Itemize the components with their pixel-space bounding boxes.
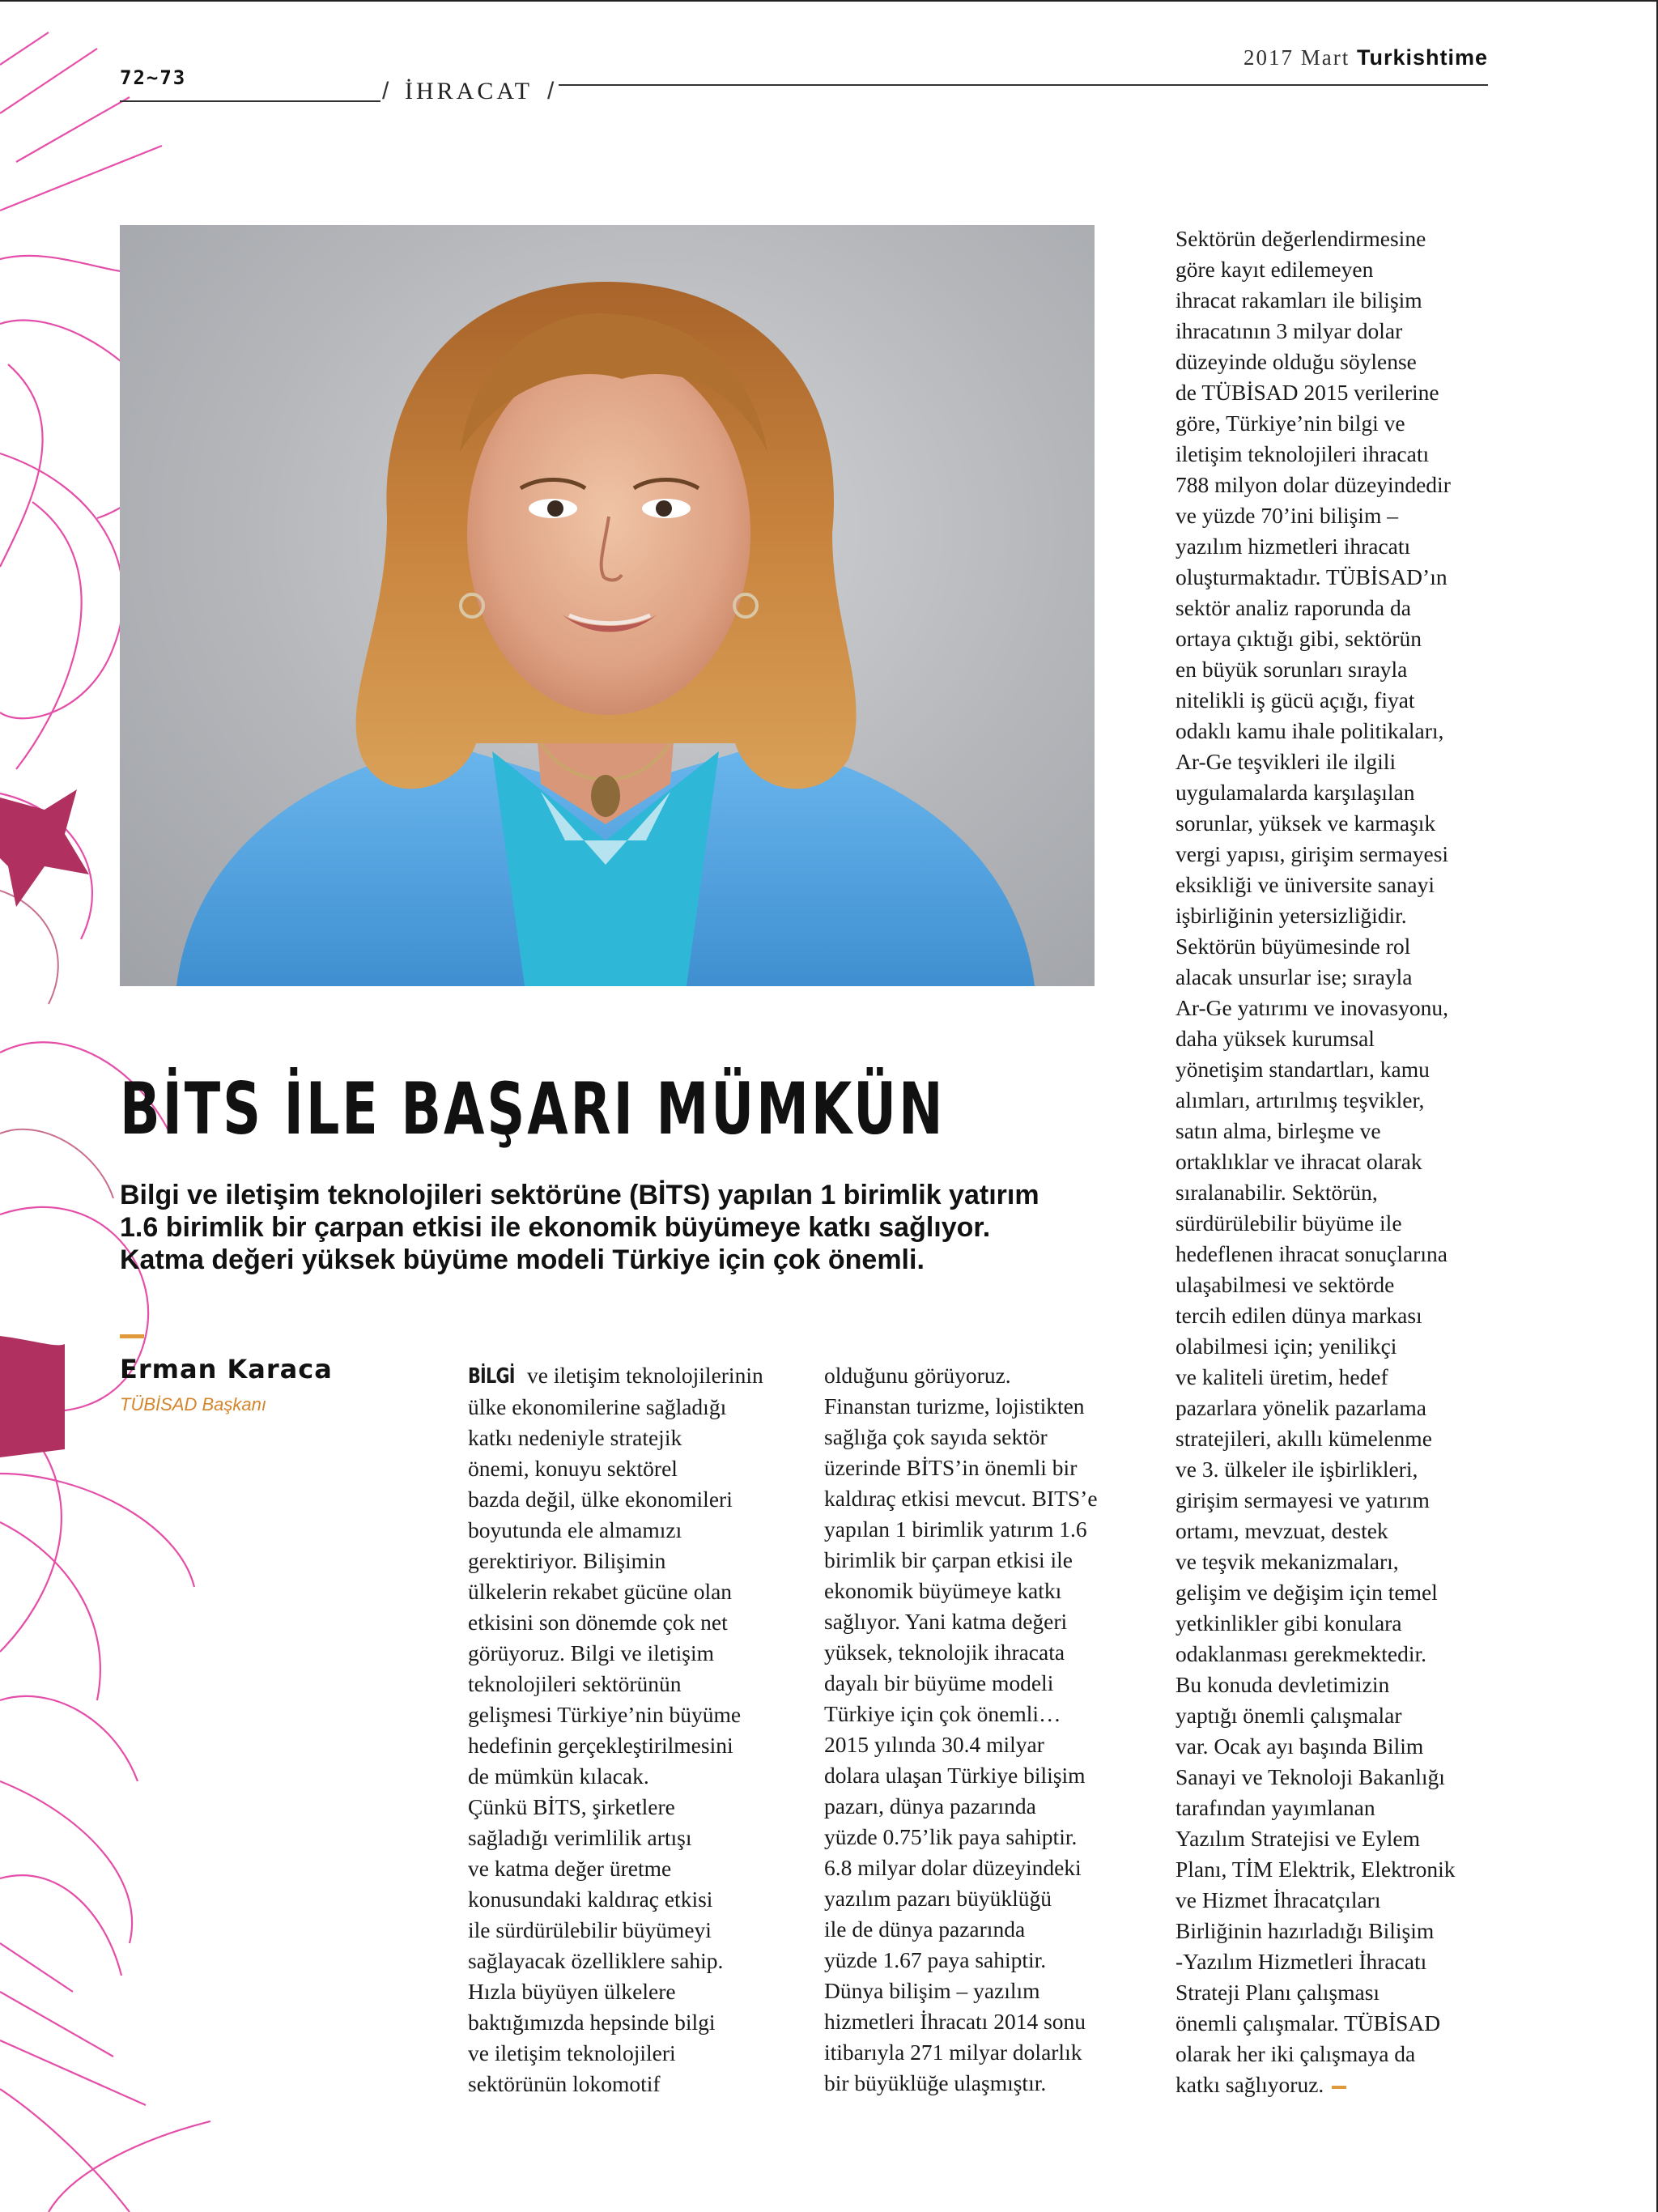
body-text: stratejileri, akıllı kümelenme	[1175, 1426, 1432, 1451]
body-text: gerektiriyor. Bilişimin	[468, 1548, 666, 1573]
body-text: sağlayacak özelliklere sahip.	[468, 1948, 724, 1973]
body-text-line	[1175, 1854, 1455, 1885]
body-text: 2015 yılında 30.4 milyar	[824, 1732, 1044, 1757]
body-text-line	[1175, 2039, 1455, 2069]
lead-line: Katma değeri yüksek büyüme modeli Türkiye için çok önemli.	[120, 1244, 925, 1275]
body-text: katkı nedeniyle stratejik	[468, 1425, 682, 1450]
body-text: dolara ulaşan Türkiye bilişim	[824, 1763, 1086, 1788]
body-text: de TÜBİSAD 2015 verilerine	[1175, 380, 1439, 405]
lead-line: Bilgi ve iletişim teknolojileri sektörüne (BİTS) yapılan 1 birimlik yatırım	[120, 1180, 1039, 1210]
body-text: oluşturmaktadır. TÜBİSAD’ın	[1175, 564, 1448, 589]
body-text: var. Ocak ayı başında Bilim	[1175, 1733, 1424, 1759]
body-text-line	[824, 1545, 1098, 1576]
body-text-line	[1175, 439, 1455, 470]
body-text: teknolojileri sektörünün	[468, 1671, 682, 1696]
body-text: hizmetleri İhracatı 2014 sonu	[824, 2009, 1086, 2034]
body-text-line	[1175, 531, 1455, 562]
body-text: satın alma, birleşme ve	[1175, 1118, 1381, 1143]
body-text: ve kaliteli üretim, hedef	[1175, 1364, 1388, 1389]
body-text-line	[1175, 1423, 1455, 1454]
body-text: itibarıyla 271 milyar dolarlık	[824, 2040, 1082, 2065]
body-text-line	[1175, 1177, 1455, 1208]
body-text: olarak her iki çalışmaya da	[1175, 2041, 1416, 2066]
body-text-line	[824, 1976, 1098, 2006]
body-text-line	[1175, 1270, 1455, 1300]
header-rule-left	[120, 100, 380, 102]
body-column-1	[468, 1360, 763, 2099]
body-text-line	[1175, 1023, 1455, 1054]
body-text: işbirliğinin yetersizliğidir.	[1175, 903, 1407, 928]
body-text: ile sürdürülebilir büyümeyi	[468, 1917, 712, 1942]
body-text: sıralanabilir. Sektörün,	[1175, 1180, 1378, 1205]
body-text: Birliğinin hazırladığı Bilişim	[1175, 1918, 1435, 1943]
body-text: ihracat rakamları ile bilişim	[1175, 287, 1422, 313]
body-text: odaklı kamu ihale politikaları,	[1175, 718, 1444, 743]
body-text-line	[1175, 1085, 1455, 1116]
body-text: birimlik bir çarpan etkisi ile	[824, 1547, 1073, 1572]
body-text-line	[1175, 2069, 1455, 2100]
body-text: yüzde 1.67 paya sahiptir.	[824, 1947, 1047, 1972]
body-text: Ar-Ge teşvikleri ile ilgili	[1175, 749, 1397, 774]
body-text-line	[468, 1884, 763, 1915]
body-text-line	[824, 1453, 1098, 1483]
body-text-line	[1175, 1208, 1455, 1239]
body-text: eksikliği ve üniversite sanayi	[1175, 872, 1435, 897]
body-text: bazda değil, ülke ekonomileri	[468, 1487, 733, 1512]
body-text-line	[1175, 470, 1455, 500]
body-text-line	[1175, 285, 1455, 316]
body-text: hedefinin gerçekleştirilmesini	[468, 1733, 733, 1758]
body-text: yazılım hizmetleri ihracatı	[1175, 534, 1411, 559]
body-text-line	[1175, 223, 1455, 254]
body-text-line	[824, 1729, 1098, 1760]
body-text: Sektörün değerlendirmesine	[1175, 226, 1426, 251]
body-text: kaldıraç etkisi mevcut. BITS’e	[824, 1486, 1098, 1511]
body-text-line	[1175, 1885, 1455, 1916]
body-text-line	[468, 1392, 763, 1423]
body-text: odaklanması gerekmektedir.	[1175, 1641, 1427, 1666]
body-text-line	[824, 1514, 1098, 1545]
body-text-line	[1175, 654, 1455, 685]
body-text-line	[468, 1976, 763, 2007]
body-text-line	[1175, 1393, 1455, 1423]
body-text-line	[824, 1576, 1098, 1606]
body-text-line	[1175, 1485, 1455, 1516]
article-title: BİTS İLE BAŞARI MÜMKÜN	[120, 1067, 946, 1151]
body-text: gelişmesi Türkiye’nin büyüme	[468, 1702, 742, 1727]
body-text-line	[468, 1484, 763, 1515]
body-text: sürdürülebilir büyüme ile	[1175, 1210, 1402, 1236]
body-text-line	[1175, 1700, 1455, 1731]
body-text-line	[1175, 962, 1455, 993]
body-text: sorunlar, yüksek ve karmaşık	[1175, 810, 1436, 836]
body-text-line	[824, 1883, 1098, 1914]
body-text-line	[1175, 870, 1455, 900]
body-text: ülke ekonomilerine sağladığı	[468, 1394, 727, 1419]
body-text: vergi yapısı, girişim sermayesi	[1175, 841, 1449, 866]
body-text: yazılım pazarı büyüklüğü	[824, 1886, 1052, 1911]
end-mark-icon	[1332, 2086, 1346, 2089]
body-text-line	[1175, 1362, 1455, 1393]
body-text: ihracatının 3 milyar dolar	[1175, 318, 1403, 343]
body-text-line	[824, 1760, 1098, 1791]
magazine-name: Turkishtime	[1356, 45, 1488, 70]
body-text-line	[824, 1853, 1098, 1883]
body-text: olduğunu görüyoruz.	[824, 1363, 1011, 1388]
header-slash-left: /	[382, 78, 389, 104]
body-text: ortaklıklar ve ihracat olarak	[1175, 1149, 1422, 1174]
body-text-line	[1175, 1577, 1455, 1608]
body-text-line	[1175, 716, 1455, 747]
author-name: Erman Karaca	[120, 1354, 333, 1385]
body-text-line	[468, 1761, 763, 1792]
body-text: ortamı, mevzuat, destek	[1175, 1518, 1388, 1543]
body-text: Yazılım Stratejisi ve Eylem	[1175, 1826, 1420, 1851]
body-text: Dünya bilişim – yazılım	[824, 1978, 1040, 2003]
body-text-line	[468, 1669, 763, 1699]
issue-date	[1244, 45, 1488, 70]
header-slash-right: /	[547, 78, 555, 104]
body-text: yaptığı önemli çalışmalar	[1175, 1703, 1402, 1728]
body-text-line	[1175, 1331, 1455, 1362]
body-text-line	[1175, 316, 1455, 347]
body-text-line	[468, 1453, 763, 1484]
body-text: tarafından yayımlanan	[1175, 1795, 1375, 1820]
dropcap: BİLGİ	[468, 1364, 515, 1389]
author-role: TÜBİSAD Başkanı	[120, 1394, 266, 1414]
body-text: sektörünün lokomotif	[468, 2071, 661, 2096]
body-text-line	[824, 2006, 1098, 2037]
body-text: ve katma değer üretme	[468, 1856, 672, 1881]
body-column-3	[1175, 223, 1455, 2100]
body-text-line	[1175, 254, 1455, 285]
body-text-line	[468, 2038, 763, 2069]
body-text: ve 3. ülkeler ile işbirlikleri,	[1175, 1457, 1418, 1482]
page-number: 72~73	[120, 66, 187, 89]
body-text-line	[1175, 808, 1455, 839]
body-text-line	[824, 1791, 1098, 1822]
body-text-line	[824, 1822, 1098, 1853]
body-text-line	[824, 1483, 1098, 1514]
body-text: yüzde 0.75’lik paya sahiptir.	[824, 1824, 1078, 1849]
body-text-line	[824, 1637, 1098, 1668]
body-text-line	[1175, 1239, 1455, 1270]
body-text: pazarlara yönelik pazarlama	[1175, 1395, 1426, 1420]
body-column-2	[824, 1360, 1098, 2099]
body-text-line	[1175, 593, 1455, 623]
body-text-line	[1175, 1670, 1455, 1700]
body-text: nitelikli iş gücü açığı, fiyat	[1175, 687, 1415, 713]
body-text-line	[1175, 1300, 1455, 1331]
body-text: düzeyinde olduğu söylense	[1175, 349, 1417, 374]
body-text-line	[824, 1668, 1098, 1699]
body-text: sağlıyor. Yani katma değeri	[824, 1609, 1068, 1634]
body-text-line	[824, 1699, 1098, 1729]
body-text: Planı, TİM Elektrik, Elektronik	[1175, 1857, 1456, 1882]
body-text: olabilmesi için; yenilikçi	[1175, 1334, 1397, 1359]
body-text: yapılan 1 birimlik yatırım 1.6	[824, 1516, 1087, 1542]
body-text: üzerinde BİTS’in önemli bir	[824, 1455, 1078, 1480]
body-text: sağlığa çok sayıda sektör	[824, 1424, 1048, 1449]
body-text: Hızla büyüyen ülkelere	[468, 1979, 676, 2004]
body-text: alacak unsurlar ise; sırayla	[1175, 964, 1413, 989]
body-text-line	[1175, 1454, 1455, 1485]
body-text: Strateji Planı çalışması	[1175, 1980, 1380, 2005]
body-text-line	[1175, 562, 1455, 593]
body-text-line	[468, 1607, 763, 1638]
body-text-line	[468, 1699, 763, 1730]
body-text: hedeflenen ihracat sonuçlarına	[1175, 1241, 1448, 1266]
body-text: Finanstan turizme, lojistikten	[824, 1393, 1085, 1419]
body-text-line	[468, 1946, 763, 1976]
body-text: pazarı, dünya pazarında	[824, 1793, 1036, 1819]
body-text: ülkelerin rekabet gücüne olan	[468, 1579, 733, 1604]
body-text: en büyük sorunları sırayla	[1175, 657, 1408, 682]
article-lead	[120, 1179, 1124, 1276]
body-text-line	[1175, 777, 1455, 808]
body-text-line	[1175, 1977, 1455, 2008]
body-text: ile de dünya pazarında	[824, 1916, 1026, 1942]
body-text: katkı sağlıyoruz.	[1175, 2072, 1324, 2097]
body-text: daha yüksek kurumsal	[1175, 1026, 1375, 1051]
body-text: etkisini son dönemde çok net	[468, 1610, 728, 1635]
body-text-line	[1175, 500, 1455, 531]
body-text: ve iletişim teknolojileri	[468, 2040, 676, 2065]
body-text: Türkiye için çok önemli…	[824, 1701, 1061, 1726]
body-text: görüyoruz. Bilgi ve iletişim	[468, 1640, 714, 1665]
body-text-line	[1175, 1916, 1455, 1946]
body-text: Bu konuda devletimizin	[1175, 1672, 1390, 1697]
body-text: Çünkü BİTS, şirketlere	[468, 1794, 675, 1819]
body-text: baktığımızda hepsinde bilgi	[468, 2010, 716, 2035]
body-text-line	[824, 1606, 1098, 1637]
body-text-line	[1175, 347, 1455, 377]
body-text-line	[824, 1914, 1098, 1945]
body-text-line	[468, 1638, 763, 1669]
body-text-line	[468, 2069, 763, 2099]
body-text-line	[824, 1422, 1098, 1453]
body-text-line	[1175, 1546, 1455, 1577]
body-text-line	[468, 1792, 763, 1823]
body-text-line	[1175, 1793, 1455, 1823]
body-text-line	[468, 1576, 763, 1607]
section-label: İHRACAT	[405, 78, 534, 104]
portrait-photo	[120, 225, 1095, 986]
body-text-line	[1175, 993, 1455, 1023]
body-text-line	[824, 2068, 1098, 2099]
column-3-lines	[1175, 223, 1455, 2100]
body-text: konusundaki kaldıraç etkisi	[468, 1887, 713, 1912]
body-text: göre, Türkiye’nin bilgi ve	[1175, 410, 1405, 436]
body-text: girişim sermayesi ve yatırım	[1175, 1487, 1430, 1512]
body-text: önemi, konuyu sektörel	[468, 1456, 678, 1481]
body-text: yüksek, teknolojik ihracata	[824, 1640, 1065, 1665]
body-text: Ar-Ge yatırımı ve inovasyonu,	[1175, 995, 1449, 1020]
issue-month: 2017 Mart	[1243, 45, 1350, 70]
body-text-line	[468, 1423, 763, 1453]
body-text-line	[1175, 377, 1455, 408]
body-text-line	[468, 1730, 763, 1761]
body-text: önemli çalışmalar. TÜBİSAD	[1175, 2010, 1441, 2035]
body-text: ve teşvik mekanizmaları,	[1175, 1549, 1399, 1574]
body-text-line	[468, 1823, 763, 1853]
body-text-line	[1175, 1516, 1455, 1546]
body-text-line	[1175, 1116, 1455, 1146]
column-1-lines	[468, 1392, 763, 2099]
body-text-line	[1175, 1731, 1455, 1762]
body-text-line	[1175, 623, 1455, 654]
body-text-line	[1175, 747, 1455, 777]
body-text: dayalı bir büyüme modeli	[824, 1670, 1054, 1695]
body-text: gelişim ve değişim için temel	[1175, 1580, 1438, 1605]
body-text: iletişim teknolojileri ihracatı	[1175, 441, 1430, 466]
body-text: uygulamalarda karşılaşılan	[1175, 780, 1415, 805]
body-text-line	[1175, 1608, 1455, 1639]
body-text: 788 milyon dolar düzeyindedir	[1175, 472, 1451, 497]
body-text-line	[1175, 1639, 1455, 1670]
body-text: alımları, artırılmış teşvikler,	[1175, 1087, 1425, 1112]
body-text-line	[824, 2037, 1098, 2068]
body-text-line	[1175, 1823, 1455, 1854]
first-line-text: ve iletişim teknolojilerinin	[521, 1363, 763, 1388]
body-text-line	[1175, 839, 1455, 870]
body-text: 6.8 milyar dolar düzeyindeki	[824, 1855, 1082, 1880]
page-top-border	[0, 0, 1658, 2]
body-text: de mümkün kılacak.	[468, 1763, 649, 1789]
body-text: Sanayi ve Teknoloji Bakanlığı	[1175, 1764, 1445, 1789]
body-text: göre kayıt edilemeyen	[1175, 257, 1374, 282]
body-text: bir büyüklüğe ulaşmıştır.	[824, 2070, 1047, 2095]
body-text-line	[468, 1515, 763, 1546]
body-text-line	[1175, 1762, 1455, 1793]
body-text-line	[1175, 685, 1455, 716]
body-text-line	[1175, 408, 1455, 439]
body-text: yetkinlikler gibi konulara	[1175, 1610, 1402, 1636]
body-text-line	[1175, 931, 1455, 962]
body-text: ekonomik büyümeye katkı	[824, 1578, 1062, 1603]
body-text-line	[1175, 1146, 1455, 1177]
body-text-line	[1175, 1946, 1455, 1977]
body-first-line	[468, 1360, 763, 1392]
body-text-line	[824, 1391, 1098, 1422]
body-text: ve yüzde 70’ini bilişim –	[1175, 503, 1398, 528]
body-text-line	[824, 1360, 1098, 1391]
header-rule-right	[559, 84, 1488, 86]
column-2-lines	[824, 1360, 1098, 2099]
body-text-line	[468, 2007, 763, 2038]
body-text-line	[468, 1853, 763, 1884]
body-text-line	[1175, 1054, 1455, 1085]
body-text: ulaşabilmesi ve sektörde	[1175, 1272, 1395, 1297]
body-text: ortaya çıktığı gibi, sektörün	[1175, 626, 1422, 651]
lead-line: 1.6 birimlik bir çarpan etkisi ile ekonomik büyümeye katkı sağlıyor.	[120, 1212, 991, 1243]
body-text-line	[1175, 2008, 1455, 2039]
body-text: sektör analiz raporunda da	[1175, 595, 1411, 620]
body-text: sağladığı verimlilik artışı	[468, 1825, 692, 1850]
body-text-line	[824, 1945, 1098, 1976]
body-text-line	[468, 1915, 763, 1946]
author-accent-dash	[120, 1334, 144, 1338]
body-text: -Yazılım Hizmetleri İhracatı	[1175, 1949, 1427, 1974]
body-text: tercih edilen dünya markası	[1175, 1303, 1422, 1328]
body-text: yönetişim standartları, kamu	[1175, 1057, 1430, 1082]
body-text: ve Hizmet İhracatçıları	[1175, 1887, 1381, 1912]
body-text-line	[468, 1546, 763, 1576]
body-text: Sektörün büyümesinde rol	[1175, 934, 1411, 959]
body-text-line	[1175, 900, 1455, 931]
body-text: boyutunda ele almamızı	[468, 1517, 682, 1542]
